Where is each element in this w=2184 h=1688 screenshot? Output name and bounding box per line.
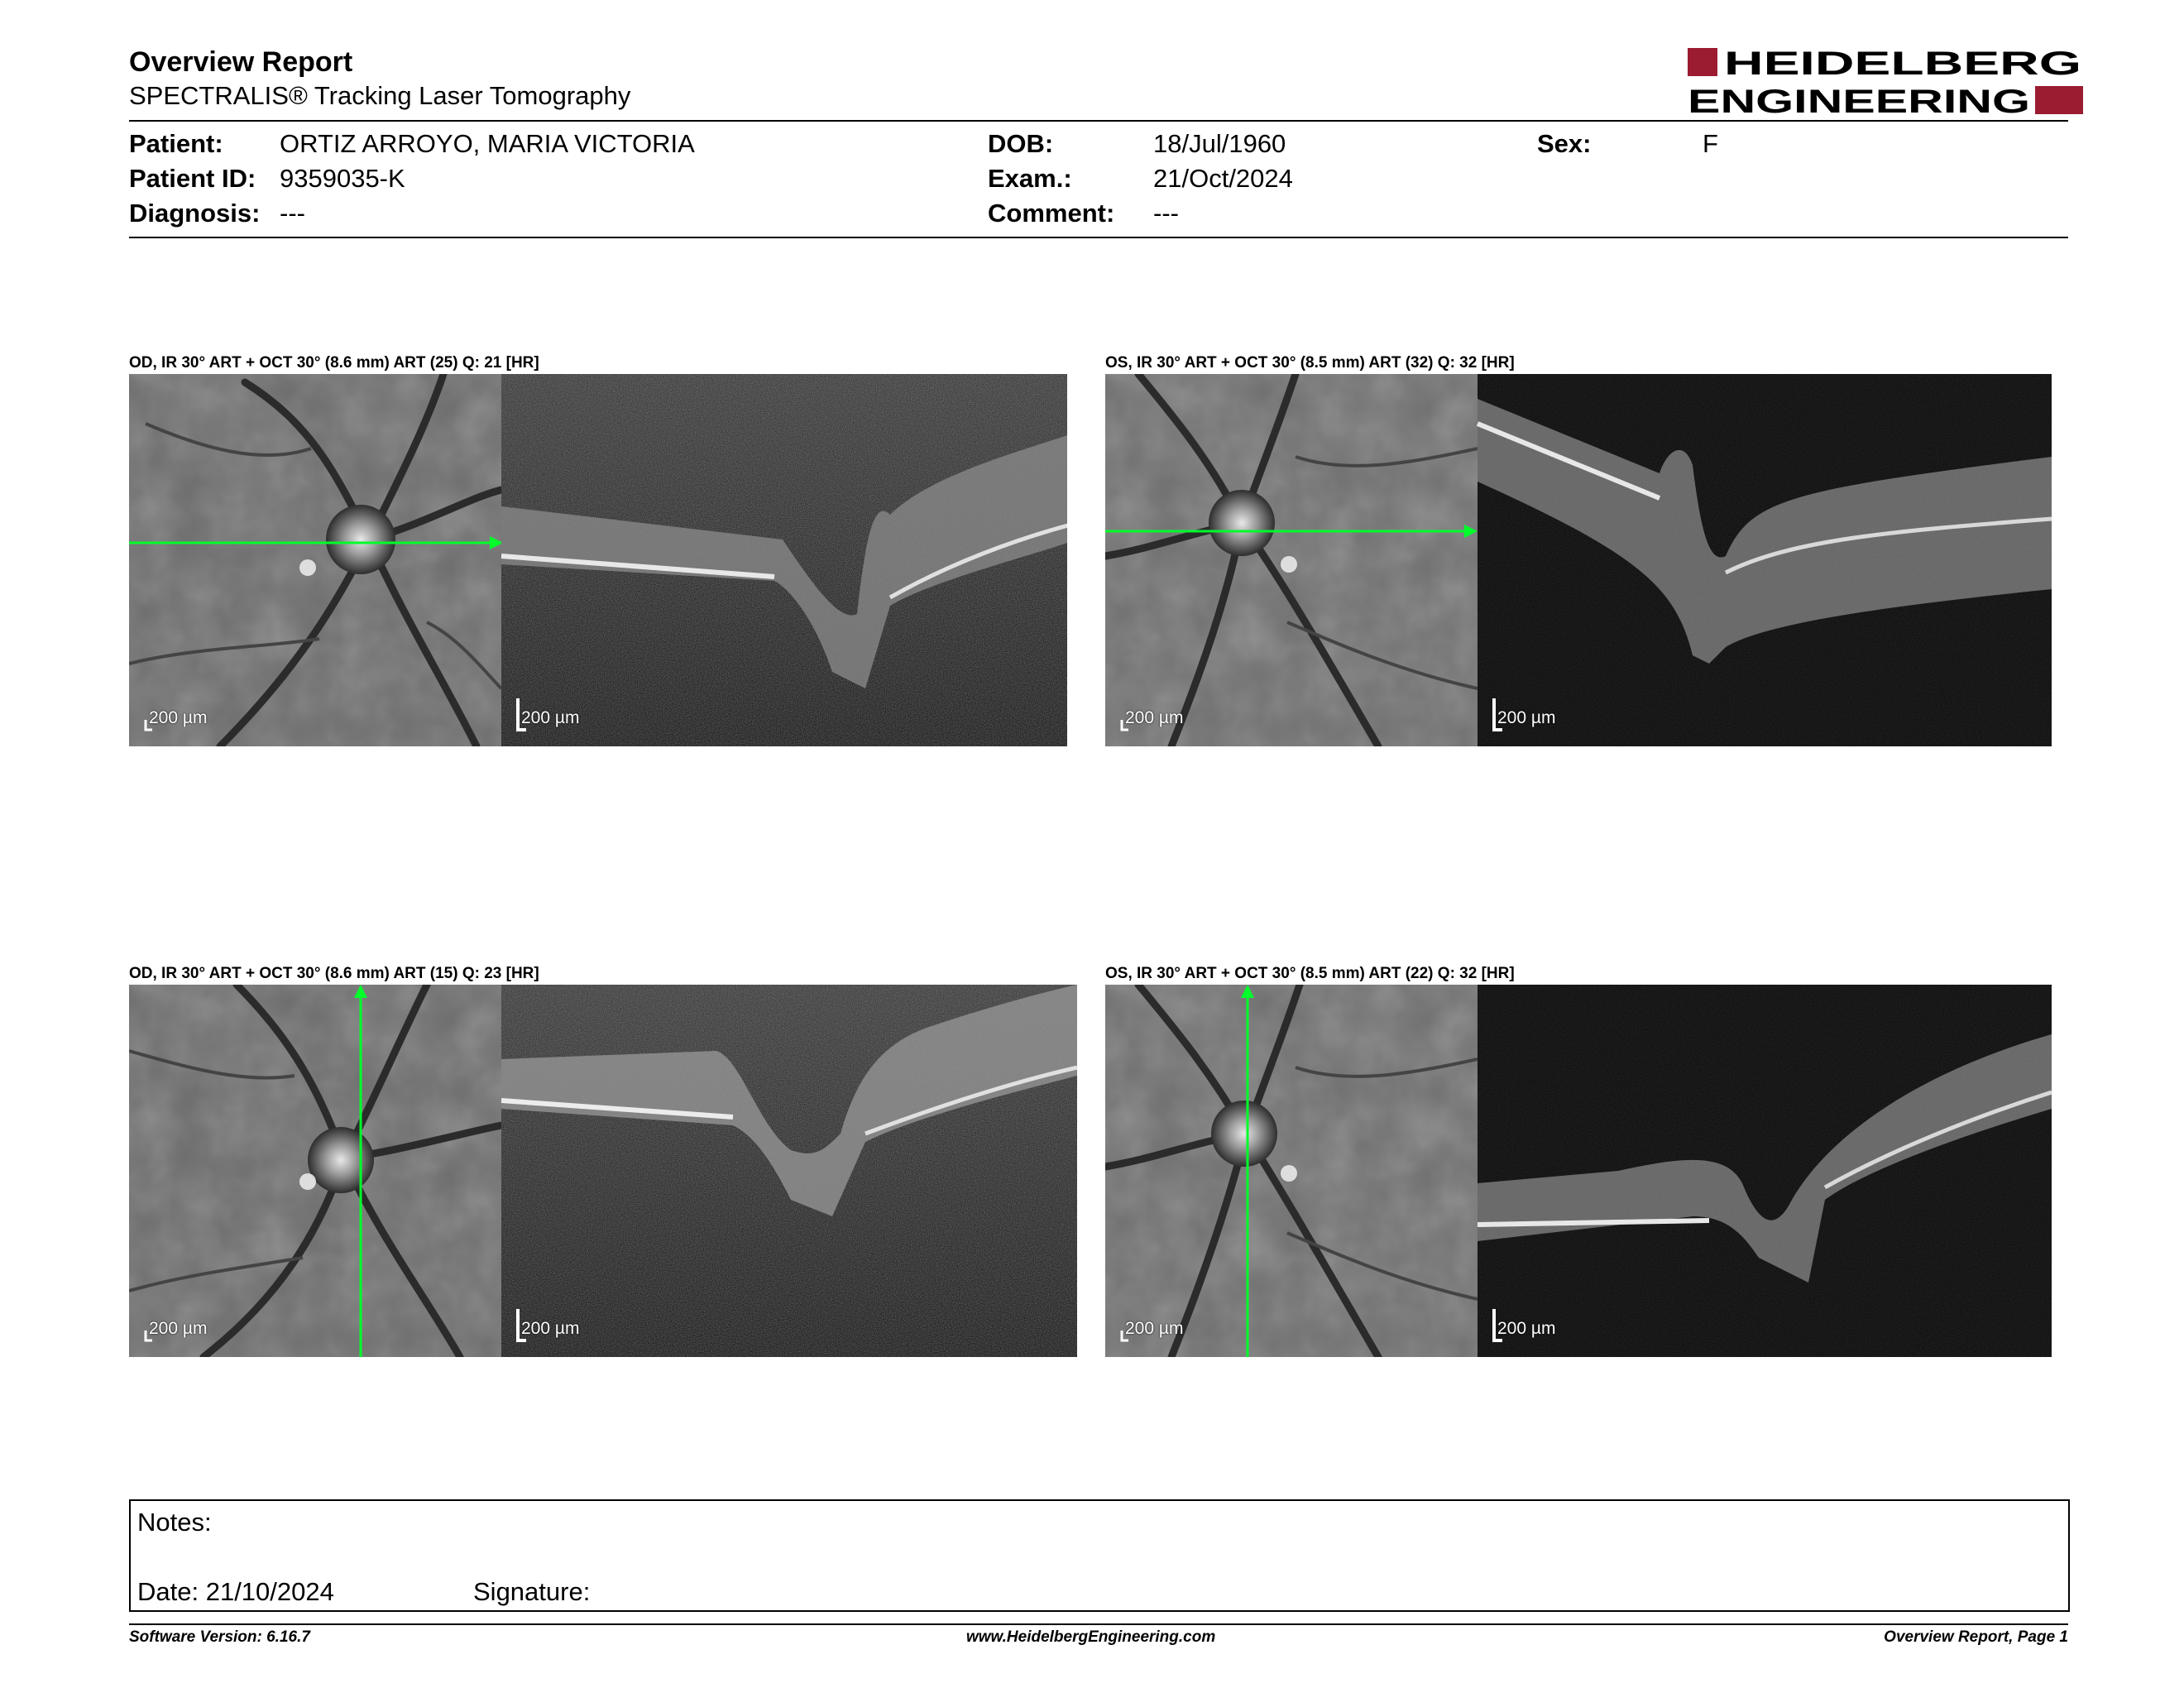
oct-scale-label: 200 µm: [521, 708, 580, 727]
sex-value: F: [1703, 129, 1718, 158]
notes-date: Date: 21/10/2024: [137, 1577, 334, 1606]
oct-bscan-image: [501, 985, 1077, 1357]
comment-label: Comment:: [988, 199, 1115, 228]
report-title: Overview Report: [129, 46, 353, 78]
dob-label: DOB:: [988, 129, 1054, 158]
diagnosis-value: ---: [280, 199, 305, 228]
heidelberg-logo: [1688, 45, 2085, 117]
notes-label: Notes:: [137, 1508, 212, 1537]
page-number: Overview Report, Page 1: [1884, 1628, 2068, 1646]
patient-id-value: 9359035-K: [280, 164, 405, 193]
oct-bscan-image: [1478, 985, 2052, 1357]
scan-panel-od-1: [129, 374, 1077, 746]
oct-bscan-image: [501, 374, 1077, 746]
report-subtitle: SPECTRALIS® Tracking Laser Tomography: [129, 81, 631, 110]
footer-divider: [129, 1623, 2068, 1625]
exam-label: Exam.:: [988, 164, 1072, 193]
scan-panel-os-1: [1105, 374, 2052, 746]
patient-divider: [129, 237, 2068, 238]
sex-label: Sex:: [1537, 129, 1592, 158]
ir-scale-label: 200 µm: [1125, 708, 1184, 727]
svg-text:HEIDELBERG: HEIDELBERG: [1724, 46, 2081, 82]
scan-caption: OD, IR 30° ART + OCT 30° (8.6 mm) ART (15) Q: 23 [HR]: [129, 965, 539, 982]
patient-label: Patient:: [129, 129, 223, 158]
patient-name: ORTIZ ARROYO, MARIA VICTORIA: [280, 129, 695, 158]
scan-panel-os-2: [1105, 985, 2052, 1357]
signature-label: Signature:: [473, 1577, 591, 1606]
ir-fundus-image: [129, 374, 501, 746]
ir-fundus-image: [129, 985, 501, 1357]
notes-box[interactable]: [129, 1499, 2070, 1612]
website-link[interactable]: www.HeidelbergEngineering.com: [966, 1628, 1216, 1646]
scan-caption: OS, IR 30° ART + OCT 30° (8.5 mm) ART (32) Q: 32 [HR]: [1105, 354, 1515, 372]
oct-scale-label: 200 µm: [1497, 708, 1556, 727]
comment-value: ---: [1153, 199, 1179, 228]
diagnosis-label: Diagnosis:: [129, 199, 261, 228]
scan-panel-od-2: [129, 985, 1077, 1357]
scan-caption: OS, IR 30° ART + OCT 30° (8.5 mm) ART (22) Q: 32 [HR]: [1105, 965, 1515, 982]
ir-scale-label: 200 µm: [1125, 1319, 1184, 1338]
exam-value: 21/Oct/2024: [1153, 164, 1293, 193]
ir-fundus-image: [1105, 985, 1478, 1357]
ir-scale-label: 200 µm: [149, 1319, 208, 1338]
dob-value: 18/Jul/1960: [1153, 129, 1286, 158]
oct-scale-label: 200 µm: [521, 1319, 580, 1338]
patient-id-label: Patient ID:: [129, 164, 256, 193]
oct-bscan-image: [1478, 374, 2052, 746]
ir-scale-label: 200 µm: [149, 708, 208, 727]
software-version: Software Version: 6.16.7: [129, 1628, 310, 1646]
svg-text:ENGINEERING: ENGINEERING: [1688, 84, 2030, 117]
ir-fundus-image: [1105, 374, 1478, 746]
oct-scale-label: 200 µm: [1497, 1319, 1556, 1338]
scan-caption: OD, IR 30° ART + OCT 30° (8.6 mm) ART (25) Q: 21 [HR]: [129, 354, 539, 372]
header-divider: [129, 120, 2068, 122]
